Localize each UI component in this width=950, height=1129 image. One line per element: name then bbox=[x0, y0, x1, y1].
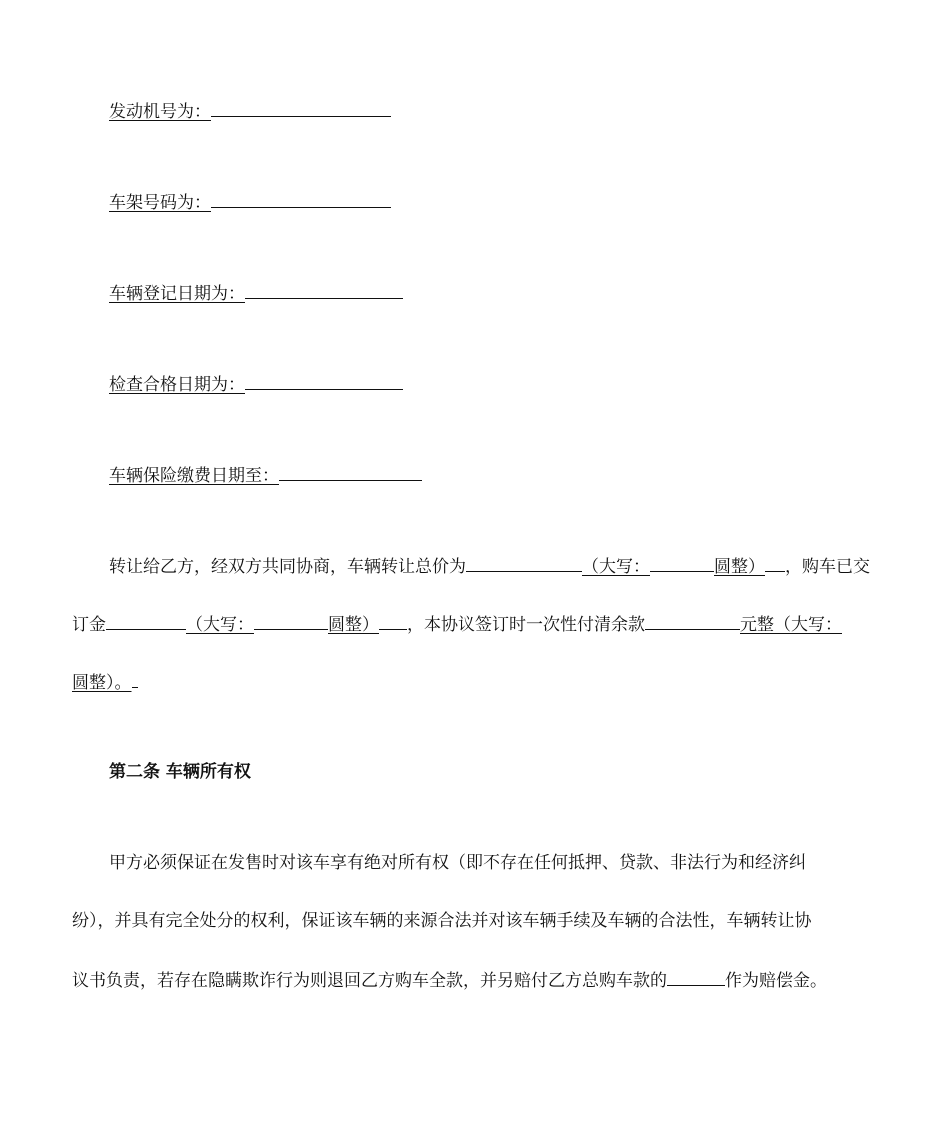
balance-text: ，本协议签订时一次性付清余款 bbox=[407, 615, 645, 635]
field-label: 发动机号为： bbox=[109, 102, 211, 122]
article-2-line-3 bbox=[72, 967, 827, 993]
field-blank bbox=[211, 189, 391, 208]
balance-blank bbox=[645, 611, 740, 630]
article-2-line-3-pre: 议书负责，若存在隐瞒欺诈行为则退回乙方购车全款，并另赔付乙方总购车款的 bbox=[72, 971, 667, 991]
field-blank bbox=[211, 98, 391, 117]
price-line-1 bbox=[109, 553, 870, 579]
price-line-2 bbox=[72, 611, 842, 637]
deposit-daxie-label: （大写： bbox=[186, 615, 254, 635]
price-daxie-label: （大写： bbox=[582, 557, 650, 577]
trailing-blank bbox=[132, 669, 138, 688]
field-inspection-date bbox=[109, 371, 403, 397]
deposit-daxie-blank bbox=[254, 611, 328, 630]
article-2-line-2: 纷），并具有完全处分的权利，保证该车辆的来源合法并对该车辆手续及车辆的合法性，车辆转让协 bbox=[72, 911, 812, 931]
article-2-line-1: 甲方必须保证在发售时对该车享有绝对所有权（即不存在任何抵押、贷款、非法行为和经济纠 bbox=[109, 853, 806, 873]
deposit-text: 订金 bbox=[72, 615, 106, 635]
field-label: 车辆登记日期为： bbox=[109, 284, 245, 304]
field-label: 检查合格日期为： bbox=[109, 375, 245, 395]
article-2-heading: 第二条 车辆所有权 bbox=[109, 762, 251, 782]
deposit-yuanzheng-label: 圆整） bbox=[328, 615, 379, 635]
total-price-blank bbox=[466, 553, 582, 572]
field-engine-number bbox=[109, 98, 391, 124]
field-blank bbox=[245, 280, 403, 299]
field-blank bbox=[279, 462, 422, 481]
field-label: 车架号码为： bbox=[109, 193, 211, 213]
field-frame-number bbox=[109, 189, 391, 215]
price-yuanzheng-label: 圆整） bbox=[714, 557, 765, 577]
field-registration-date bbox=[109, 280, 403, 306]
deposit-blank bbox=[106, 611, 186, 630]
field-insurance-date bbox=[109, 462, 422, 488]
field-label: 车辆保险缴费日期至： bbox=[109, 466, 279, 486]
balance-yuan-label: 元整（大写： bbox=[740, 615, 842, 635]
trailing-blank bbox=[765, 553, 785, 572]
price-tail-text: ，购车已交 bbox=[785, 557, 870, 577]
total-daxie-blank bbox=[650, 553, 714, 572]
price-line-3 bbox=[72, 669, 138, 695]
balance-yuanzheng-end: 圆整）。 bbox=[72, 673, 132, 693]
article-2-line-3-post: 作为赔偿金。 bbox=[725, 971, 827, 991]
compensation-blank bbox=[667, 967, 725, 986]
trailing-blank bbox=[379, 611, 407, 630]
price-text: 转让给乙方，经双方共同协商，车辆转让总价为 bbox=[109, 557, 466, 577]
field-blank bbox=[245, 371, 403, 390]
